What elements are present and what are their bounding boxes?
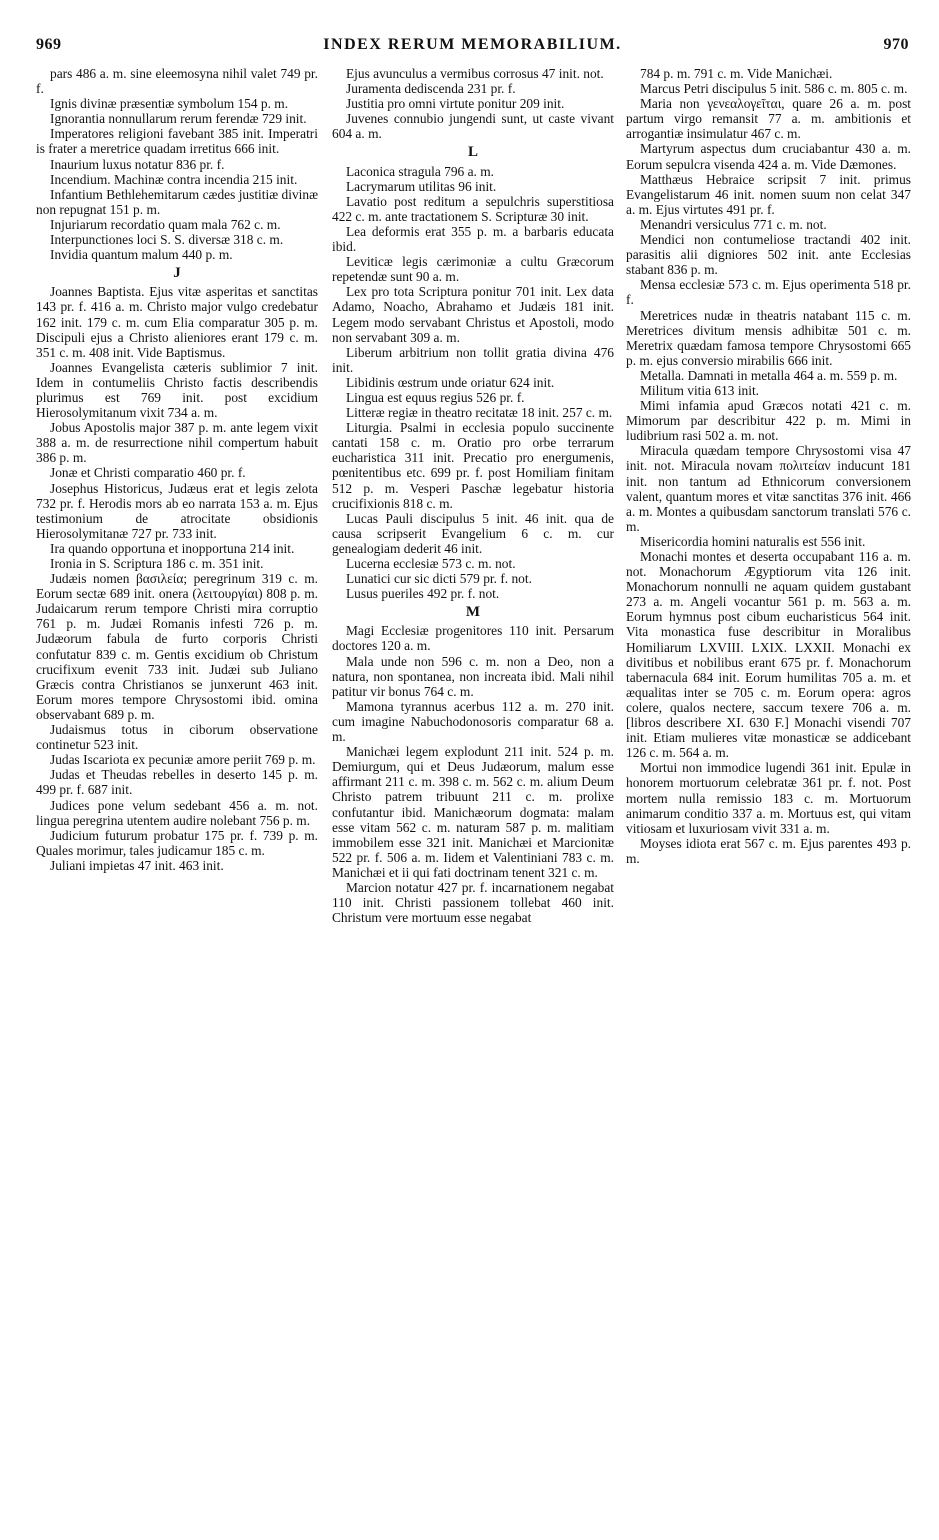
index-entry: Invidia quantum malum 440 p. m.: [50, 247, 233, 263]
index-entry: Lacrymarum utilitas 96 init.: [346, 178, 497, 194]
index-entry: Mensa ecclesiæ 573 c. m. Ejus operimenta 518 pr. f.: [626, 277, 911, 308]
index-entry: Ironia in S. Scriptura 186 c. m. 351 init.: [50, 556, 264, 571]
index-entry: pars 486 a. m. sine eleemosyna nihil valet 749 pr. f.: [36, 66, 318, 97]
index-entry: Moyses idiota erat 567 c. m. Ejus parentes 493 p. m.: [626, 835, 911, 866]
index-column-1: [36, 66, 318, 1526]
index-entry: Imperatores religioni favebant 385 init. Imperatri is frater a meretrice quadam irretitus 666 init.: [36, 126, 318, 157]
index-entry: Ira quando opportuna et inopportuna 214 init.: [50, 540, 295, 556]
index-entry: Ejus avunculus a vermibus corrosus 47 init. not.: [346, 66, 604, 81]
index-entry: Miracula quædam tempore Chrysostomi visa 47 init. not. Miracula novam πολιτείαν inducunt 181 init. non tantum ad Ethnicorum conversionem valent, quantum mores et vitæ sanctitas 376 init. 466 a. m. Montes a quibusdam sanctorum translati 576 c. m.: [626, 443, 911, 534]
index-entry: Justitia pro omni virtute ponitur 209 init.: [346, 96, 565, 112]
index-entry: Jonæ et Christi comparatio 460 pr. f.: [50, 465, 246, 481]
index-entry: Liberum arbitrium non tollit gratia divina 476 init.: [332, 344, 614, 375]
index-entry: Jobus Apostolis major 387 p. m. ante legem vixit 388 a. m. de resurrectione nihil compertum habuit 386 p. m.: [36, 420, 318, 466]
index-entry: Juvenes connubio jungendi sunt, ut caste vivant 604 a. m.: [332, 111, 614, 142]
section-letter: M: [465, 604, 481, 621]
index-entry: Lea deformis erat 355 p. m. a barbaris educata ibid.: [332, 223, 614, 255]
index-entry: Marcus Petri discipulus 5 init. 586 c. m. 805 c. m.: [640, 81, 908, 97]
index-entry: Joannes Evangelista cæteris sublimior 7 init. Idem in contumeliis Christo factis describendis plurimus est 769 init. post excidium Hierosolymitanum vixit 734 a. m.: [36, 359, 318, 421]
section-letter: L: [467, 144, 478, 161]
index-entry: 784 p. m. 791 c. m. Vide Manichæi.: [640, 66, 833, 81]
index-entry: Metalla. Damnati in metalla 464 a. m. 559 p. m.: [640, 367, 898, 383]
index-entry: Magi Ecclesiæ progenitores 110 init. Persarum doctores 120 a. m.: [332, 623, 614, 654]
index-entry: Meretrices nudæ in theatris natabant 115 c. m. Meretrices divitum mensis adhibitæ 501 c. m. Meretrix quædam famosa tempore Chrysostomi 665 p. m. ejus conversio mirabilis 666 init.: [626, 307, 911, 368]
index-entry: Leviticæ legis cærimoniæ a cultu Græcorum repetendæ sunt 90 a. m.: [332, 254, 614, 285]
index-entry: Mala unde non 596 c. m. non a Deo, non a natura, non spontanea, non increata ibid. Mali nihil patitur vir bonus 764 c. m.: [332, 653, 614, 699]
index-entry: Interpunctiones loci S. S. diversæ 318 c. m.: [50, 232, 284, 248]
index-entry: Lucerna ecclesiæ 573 c. m. not.: [346, 556, 516, 571]
index-entry: Manichæi legem explodunt 211 init. 524 p. m. Demiurgum, qui et Deus Judæorum, malum esse affirmant 211 c. m. 398 c. m. 562 c. m. alium Deum Christo patrem tribuunt 211 c. m. prolixe confutantur ibid. Manichæorum dogmata: malam esse vitam 562 c. m. naturam 587 p. m. malitiam immobilem esse 321 init. Manichæi et Marcionitæ 522 pr. f. 506 a. m. Iidem et Valentiniani 783 c. m. Manichæi et ii qui fati doctrinam tenent 321 c. m.: [332, 744, 614, 880]
index-entry: Militum vitia 613 init.: [640, 382, 760, 398]
running-header: [36, 36, 909, 60]
index-entry: Lex pro tota Scriptura ponitur 701 init. Lex data Adamo, Noacho, Abrahamo et Judæis 181 init. Legem modo servabant Christus et Apostoli, modo non servabant 309 a. m.: [332, 284, 614, 345]
index-entry: Joannes Baptista. Ejus vitæ asperitas et sanctitas 143 pr. f. 416 a. m. Christo major vulgo credebatur 162 init. 179 c. m. cum Elia comparatur 305 p. m. Discipuli ejus a Christo alieniores erant 179 c. m. 351 c. m. 408 init. Vide Baptismus.: [36, 284, 318, 360]
index-entry: Litteræ regiæ in theatro recitatæ 18 init. 257 c. m.: [346, 405, 613, 421]
running-title: INDEX RERUM MEMORABILIUM.: [323, 36, 622, 53]
index-entry: Lucas Pauli discipulus 5 init. 46 init. qua de causa scripserit Evangelium 6 c. m. cur genealogiam dederit 46 init.: [332, 510, 614, 556]
index-entry: Matthæus Hebraice scripsit 7 init. primus Evangelistarum 46 init. nomen suum non celat 347 a. m. Ejus virtutes 491 pr. f.: [626, 171, 911, 217]
index-entry: Judas et Theudas rebelles in deserto 145 p. m. 499 pr. f. 687 init.: [36, 767, 318, 798]
index-entry: Martyrum aspectus dum cruciabantur 430 a. m. Eorum sepulcra visenda 424 a. m. Vide Dæmones.: [626, 141, 911, 172]
index-entry: Lingua est equus regius 526 pr. f.: [346, 389, 525, 405]
index-entry: Incendium. Machinæ contra incendia 215 init.: [50, 171, 298, 187]
index-entry: Mendici non contumeliose tractandi 402 init. parasitis alii digniores 502 init. ante Ecclesias stabant 836 p. m.: [626, 232, 911, 278]
index-entry: Judas Iscariota ex pecuniæ amore periit 769 p. m.: [50, 752, 316, 768]
index-entry: Judaismus totus in ciborum observatione continetur 523 init.: [36, 722, 318, 753]
index-entry: Juliani impietas 47 init. 463 init.: [50, 857, 224, 873]
index-entry: Lunatici cur sic dicti 579 pr. f. not.: [346, 571, 532, 587]
index-entry: Josephus Historicus, Judæus erat et legis zelota 732 pr. f. Herodis mors ab eo narrata 153 a. m. Ejus testimonium de atrocitate obsidionis Hierosolymitanæ 727 pr. 733 init.: [36, 480, 318, 541]
index-entry: Menandri versiculus 771 c. m. not.: [640, 216, 827, 232]
index-entry: Marcion notatur 427 pr. f. incarnationem negabat 110 init. Christi passionem tollebat 460 init. Christum vere mortuum esse negabat: [332, 879, 614, 926]
section-letter: J: [173, 265, 181, 282]
index-entry: Lusus pueriles 492 pr. f. not.: [346, 586, 500, 602]
index-column-2: [332, 66, 614, 1526]
index-column-3: [626, 66, 911, 1526]
index-entry: Mimi infamia apud Græcos notati 421 c. m. Mimorum par describitur 422 p. m. Mimi in ludibrium rasi 502 a. m. not.: [626, 398, 911, 444]
index-entry: Ignis divinæ præsentiæ symbolum 154 p. m.: [50, 96, 289, 112]
index-entry: Judices pone velum sedebant 456 a. m. not. lingua peregrina utentem audire nolebant 756 p. m.: [36, 797, 318, 828]
index-entry: Judæis nomen βασιλεία; peregrinum 319 c. m. Eorum sectæ 689 init. onera (λειτουργίαι) 808 p. m. Judaicarum rerum tempore Christi mira corruptio 761 p. m. Judæi Romanis infesti 726 p. m. Judæorum fabula de furto corporis Christi confutatur 839 c. m. Gentis excidium ob Christum crucifixum evenit 733 init. Judæi sub Juliano Græcis contra Christianos se junxerunt 463 init. Eorum mores tempore Chrysostomi ibid. omina observabant 689 p. m.: [36, 571, 318, 722]
index-entry: Inaurium luxus notatur 836 pr. f.: [50, 156, 225, 172]
index-entry: Injuriarum recordatio quam mala 762 c. m.: [50, 216, 281, 232]
index-entry: Judicium futurum probatur 175 pr. f. 739 p. m. Quales morimur, tales judicamur 185 c. m.: [36, 827, 318, 858]
page-number-left: 969: [36, 36, 62, 53]
index-entry: Liturgia. Psalmi in ecclesia populo succinente cantati 158 c. m. Oratio pro orbe terrarum eucharistica 311 init. Precatio pro energumenis, pœnitentibus etc. 699 pr. f. post Homiliam finitam 512 p. m. Vesperi Paschæ legebatur historia crucifixionis 818 c. m.: [332, 420, 614, 511]
index-entry: Mamona tyrannus acerbus 112 a. m. 270 init. cum imagine Nabuchodonosoris comparatur 68 a. m.: [332, 698, 614, 745]
index-entry: Ignorantia nonnullarum rerum ferendæ 729 init.: [50, 111, 307, 127]
index-entry: Libidinis œstrum unde oriatur 624 init.: [346, 374, 555, 390]
index-entry: Maria non γενεαλογεῖται, quare 26 a. m. post partum virgo remansit 77 a. m. ambitionis et arrogantiæ insimulatur 467 c. m.: [626, 96, 911, 142]
index-entry: Misericordia homini naturalis est 556 init.: [640, 533, 866, 549]
index-entry: Mortui non immodice lugendi 361 init. Epulæ in honorem mortuorum celebratæ 361 pr. f. not. Post mortem nulla remissio 183 c. m. Mortuorum animarum conditio 337 a. m. Mortuus est, qui vitam vitiosam et luxuriosam vivit 331 a. m.: [626, 760, 911, 836]
index-entry: Juramenta dediscenda 231 pr. f.: [346, 81, 516, 97]
index-entry: Monachi montes et deserta occupabant 116 a. m. not. Monachorum Ægyptiorum vita 126 init. Monachorum nonnulli ne aquam quidem gustabant 273 a. m. Angeli vocantur 561 p. m. 563 a. m. Eorum hymnus post cibum eucharisticus 564 init. Vita monastica fuse describitur in Moralibus Homiliarum LXVIII. LXIX. LXXII. Monachi ex divitibus et nobilibus erant 675 pr. f. Monachorum tabernacula 684 init. Eorum humilitas 705 a. m. et æqualitas inter se 705 c. m. Eorum opera: agros colere, qualos nectere, saccum texere 706 a. m. [libros describere XI. 630 F.] Monachi visendi 707 init. Etiam mulieres vitæ monasticæ se addicebant 126 c. m. 564 a. m.: [626, 549, 911, 761]
page-number-right: 970: [883, 36, 909, 53]
index-entry: Lavatio post reditum a sepulchris superstitiosa 422 c. m. ante tractationem S. Scripturæ 30 init.: [332, 193, 614, 224]
index-entry: Laconica stragula 796 a. m.: [346, 163, 494, 179]
index-entry: Infantium Bethlehemitarum cædes justitiæ divinæ non repugnat 151 p. m.: [36, 186, 318, 217]
